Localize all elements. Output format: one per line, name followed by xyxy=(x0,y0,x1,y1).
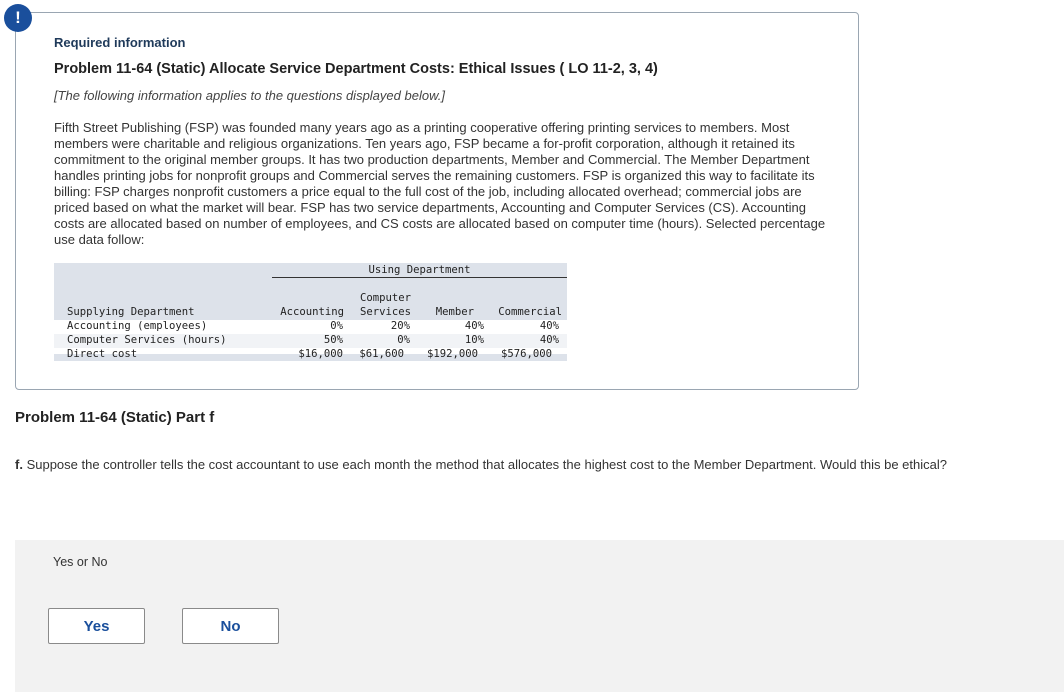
alert-icon: ! xyxy=(4,4,32,32)
using-department-header: Using Department xyxy=(368,264,471,276)
column-header: Member xyxy=(435,306,474,318)
column-header: Services xyxy=(359,306,411,318)
table-cell: 40% xyxy=(464,320,484,332)
table-cell: $16,000 xyxy=(298,348,343,360)
table-cell: $61,600 xyxy=(359,348,404,360)
problem-description: Fifth Street Publishing (FSP) was founded many years ago as a printing cooperative offering printing services to members. Most members were charitable and religious organizations. Ten years ago, FSP became a for-profit corporation, although it retained its commitment to the original member groups. It has two production departments, Member and Commercial. The Member Department handles printing jobs for nonprofit groups and Commercial serves the remaining customers. FSP is organized this way to facilitate its billing: FSP charges nonprofit customers a price equal to the full cost of the job, including allocated overhead; commercial jobs are priced based on what the market will bear. FSP has two service departments, Accounting and Computer Services (CS). Accounting costs are allocated based on number of employees, and CS costs are allocated based on computer time (hours). Selected percentage use data follow: xyxy=(54,120,826,247)
row-label: Accounting (employees) xyxy=(67,320,208,332)
table-cell: $576,000 xyxy=(500,348,552,360)
column-header: Commercial xyxy=(498,306,562,318)
usage-data-table xyxy=(54,263,567,361)
supplying-department-header: Supplying Department xyxy=(67,306,195,318)
column-header: Computer xyxy=(359,292,411,304)
question-letter: f. xyxy=(15,457,23,472)
question-body: Suppose the controller tells the cost accountant to use each month the method that allocates the highest cost to the Member Department. Would this be ethical? xyxy=(22,457,947,472)
table-cell: 40% xyxy=(539,334,559,346)
row-label: Direct cost xyxy=(67,348,138,360)
yes-button[interactable]: Yes xyxy=(48,608,145,644)
table-cell: 20% xyxy=(390,320,410,332)
problem-title: Problem 11-64 (Static) Allocate Service Department Costs: Ethical Issues ( LO 11-2, 3, 4) xyxy=(54,61,658,77)
no-button[interactable]: No xyxy=(182,608,279,644)
answer-prompt: Yes or No xyxy=(53,555,108,569)
required-information-box xyxy=(15,12,859,390)
required-information-label: Required information xyxy=(54,35,186,50)
part-title: Problem 11-64 (Static) Part f xyxy=(15,409,215,426)
table-cell: 0% xyxy=(330,320,343,332)
answer-panel xyxy=(15,540,1064,692)
row-label: Computer Services (hours) xyxy=(67,334,227,346)
question-text xyxy=(15,457,947,472)
table-cell: 50% xyxy=(323,334,343,346)
column-header: Accounting xyxy=(280,306,344,318)
table-cell: 0% xyxy=(397,334,410,346)
table-cell: 10% xyxy=(464,334,484,346)
header-rule xyxy=(272,277,567,278)
table-cell: $192,000 xyxy=(426,348,478,360)
table-cell: 40% xyxy=(539,320,559,332)
info-note: [The following information applies to the questions displayed below.] xyxy=(54,88,445,103)
